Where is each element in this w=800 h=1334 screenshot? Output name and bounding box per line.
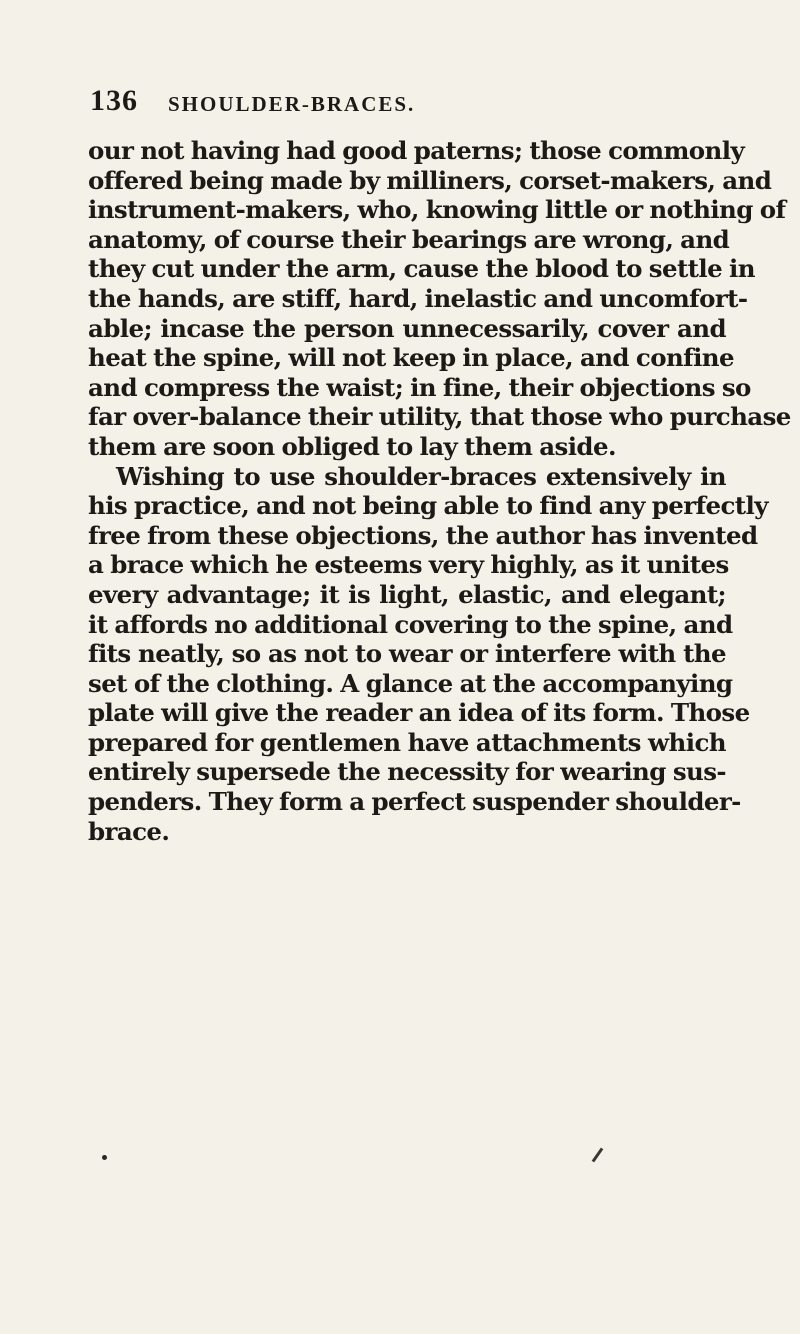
text-line: prepared for gentlemen have attachments which (88, 727, 726, 757)
page-number: 136 (90, 84, 138, 117)
text-line: they cut under the arm, cause the blood to settle in (88, 254, 755, 284)
text-line: it affords no additional covering to the spine, and (88, 609, 733, 639)
text-line: fits neatly, so as not to wear or interfere with the (88, 639, 726, 669)
paragraph-2 (88, 461, 768, 847)
text-line: and compress the waist; in fine, their objections so (88, 372, 751, 402)
stray-ink-mark (592, 1148, 604, 1163)
running-head: SHOULDER-BRACES. (168, 92, 416, 116)
stray-ink-dot (102, 1155, 107, 1160)
text-line: far over-balance their utility, that those who purchase (88, 402, 791, 432)
text-line: a brace which he esteems very highly, as it unites (88, 550, 729, 580)
text-line: the hands, are stiff, hard, inelastic and uncomfort- (88, 283, 748, 313)
text-line: heat the spine, will not keep in place, and confine (88, 343, 735, 373)
body-text (88, 136, 791, 846)
page-header (90, 84, 730, 124)
text-line: entirely supersede the necessity for wearing sus- (88, 757, 726, 787)
text-line: Wishing to use shoulder-braces extensively in (116, 461, 726, 491)
paragraph-1 (88, 136, 791, 462)
text-line: our not having had good paterns; those commonly (88, 136, 745, 165)
text-line: plate will give the reader an idea of its form. Those (88, 698, 750, 728)
text-line: set of the clothing. A glance at the accompanying (88, 668, 733, 698)
text-line: them are soon obliged to lay them aside. (88, 431, 616, 461)
text-line: instrument-makers, who, knowing little or nothing of (88, 195, 786, 225)
text-line: brace. (88, 816, 170, 846)
text-line: his practice, and not being able to find any perfectly (88, 491, 768, 521)
text-line: anatomy, of course their bearings are wrong, and (88, 224, 730, 254)
text-line: penders. They form a perfect suspender shoulder- (88, 787, 741, 817)
text-line: free from these objections, the author has invented (88, 520, 758, 550)
text-line: able; incase the person unnecessarily, cover and (88, 313, 726, 343)
text-line: every advantage; it is light, elastic, and elegant; (88, 579, 726, 609)
text-line: offered being made by milliners, corset-makers, and (88, 165, 772, 195)
